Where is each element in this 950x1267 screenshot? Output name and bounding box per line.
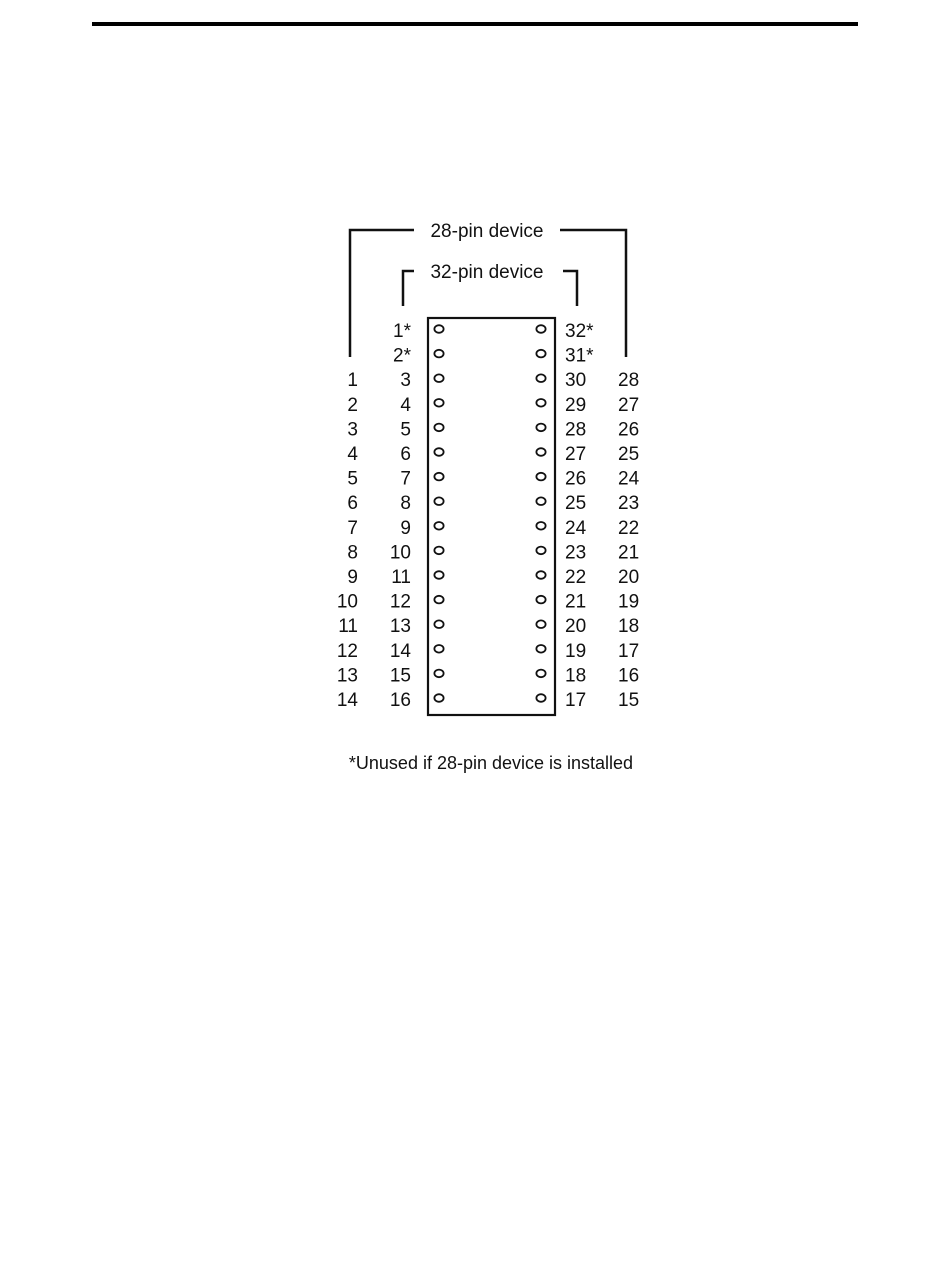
- pin-32-left-number: 1*: [393, 321, 411, 342]
- pin-32-left-number: 4: [400, 394, 411, 416]
- pin-hole-left: [434, 547, 443, 555]
- pin-row: [347, 370, 639, 391]
- pin-hole-left: [434, 374, 443, 382]
- pin-32-right-number: 26: [565, 468, 587, 490]
- footnote: *Unused if 28-pin device is installed: [348, 753, 634, 773]
- pin-28-right-number: 26: [618, 419, 640, 441]
- pin-hole-left: [434, 350, 443, 358]
- pin-32-left-number: 2*: [393, 345, 411, 367]
- label-28-pin-device: 28-pin device: [430, 221, 544, 242]
- pin-hole-left: [434, 325, 443, 333]
- pin-28-right-number: 25: [618, 444, 640, 465]
- pin-28-right-number: 19: [618, 591, 640, 613]
- pin-row: [347, 469, 639, 490]
- pin-hole-right: [536, 645, 545, 653]
- pin-28-left-number: 8: [347, 542, 358, 564]
- pin-row: [347, 567, 639, 588]
- pin-32-right-number: 25: [565, 493, 587, 515]
- pin-32-left-number: 16: [389, 690, 411, 711]
- pin-32-right-number: 29: [565, 394, 587, 416]
- pin-hole-right: [536, 571, 545, 579]
- pin-28-left-number: 9: [347, 567, 358, 588]
- pin-28-right-number: 15: [618, 690, 640, 711]
- pin-28-right-number: 22: [618, 517, 640, 539]
- pin-28-right-number: 17: [618, 640, 640, 662]
- pin-32-right-number: 17: [565, 690, 587, 711]
- pin-32-right-number: 31*: [565, 345, 594, 367]
- pin-32-left-number: 14: [389, 640, 411, 662]
- pin-32-right-number: 21: [565, 591, 587, 613]
- pin-row: [347, 493, 639, 514]
- pin-32-left-number: 7: [400, 468, 411, 490]
- pin-32-right-number: 30: [565, 370, 587, 392]
- pin-hole-right: [536, 424, 545, 432]
- pin-28-left-number: 12: [336, 640, 358, 662]
- pin-28-left-number: 11: [338, 616, 358, 638]
- pin-32-right-number: 19: [565, 640, 587, 662]
- pin-hole-right: [536, 620, 545, 628]
- pin-hole-left: [434, 670, 443, 678]
- pin-row: [347, 518, 639, 539]
- pin-hole-right: [536, 694, 545, 702]
- pin-rows: [337, 321, 640, 711]
- pin-32-left-number: 3: [400, 370, 411, 392]
- pin-32-left-number: 9: [400, 517, 411, 539]
- pin-hole-left: [434, 399, 443, 407]
- bracket-32-right-line: [563, 271, 577, 306]
- pin-hole-left: [434, 571, 443, 579]
- pin-32-right-number: 18: [565, 665, 587, 687]
- pin-28-left-number: 3: [347, 419, 358, 441]
- pin-hole-right: [536, 522, 545, 530]
- pin-row: [337, 592, 639, 613]
- pin-32-left-number: 15: [389, 665, 411, 687]
- pin-hole-left: [434, 694, 443, 702]
- pin-32-right-number: 28: [565, 419, 587, 441]
- pin-28-left-number: 13: [336, 665, 358, 687]
- pin-32-left-number: 8: [400, 493, 411, 515]
- label-32-pin-device: 32-pin device: [430, 262, 544, 283]
- pin-32-right-number: 20: [565, 616, 587, 638]
- pin-hole-right: [536, 448, 545, 456]
- pin-hole-right: [536, 596, 545, 604]
- pin-row: [347, 395, 639, 416]
- pin-row: [337, 665, 639, 686]
- bracket-32-left-line: [403, 271, 414, 306]
- pin-row: [347, 542, 639, 563]
- pin-hole-left: [434, 620, 443, 628]
- pin-row: [337, 690, 639, 711]
- pin-row: [393, 346, 594, 367]
- pin-row: [393, 321, 594, 342]
- pin-hole-left: [434, 448, 443, 456]
- pin-hole-right: [536, 350, 545, 358]
- pin-row: [337, 641, 639, 662]
- pin-32-right-number: 24: [565, 517, 587, 539]
- pin-32-left-number: 12: [389, 591, 411, 613]
- pin-hole-left: [434, 473, 443, 481]
- pin-hole-right: [536, 325, 545, 333]
- pin-28-left-number: 14: [336, 690, 358, 711]
- pin-28-right-number: 21: [618, 542, 640, 564]
- pin-hole-right: [536, 497, 545, 505]
- pin-28-right-number: 16: [618, 665, 640, 687]
- pin-32-left-number: 5: [400, 419, 411, 441]
- pin-hole-left: [434, 522, 443, 530]
- pin-28-left-number: 10: [336, 591, 358, 613]
- pin-28-left-number: 5: [347, 468, 358, 490]
- pin-28-right-number: 27: [618, 394, 640, 416]
- pin-28-right-number: 24: [618, 468, 640, 490]
- pin-hole-left: [434, 596, 443, 604]
- pin-hole-right: [536, 670, 545, 678]
- pin-32-right-number: 27: [565, 444, 587, 465]
- pin-32-left-number: 11: [391, 567, 411, 588]
- pin-28-right-number: 28: [618, 370, 640, 392]
- pin-hole-left: [434, 645, 443, 653]
- pin-hole-right: [536, 547, 545, 555]
- pin-hole-right: [536, 374, 545, 382]
- pin-28-left-number: 1: [347, 370, 358, 392]
- pin-hole-right: [536, 473, 545, 481]
- pin-28-right-number: 23: [618, 493, 640, 515]
- pin-28-right-number: 20: [618, 567, 640, 588]
- pin-32-right-number: 32*: [565, 321, 594, 342]
- pin-32-left-number: 6: [400, 444, 411, 465]
- pin-32-left-number: 13: [389, 616, 411, 638]
- pin-28-left-number: 2: [347, 394, 358, 416]
- pin-28-right-number: 18: [618, 616, 640, 638]
- pin-row: [347, 444, 639, 465]
- pin-hole-left: [434, 497, 443, 505]
- pin-28-left-number: 6: [347, 493, 358, 515]
- pin-32-right-number: 22: [565, 567, 587, 588]
- pin-28-left-number: 4: [347, 444, 358, 465]
- bracket-32-pin: [403, 262, 577, 306]
- pin-hole-left: [434, 424, 443, 432]
- pin-32-left-number: 10: [389, 542, 411, 564]
- pin-row: [347, 419, 639, 440]
- pin-28-left-number: 7: [347, 517, 358, 539]
- pin-hole-right: [536, 399, 545, 407]
- pin-32-right-number: 23: [565, 542, 587, 564]
- pin-row: [338, 616, 639, 637]
